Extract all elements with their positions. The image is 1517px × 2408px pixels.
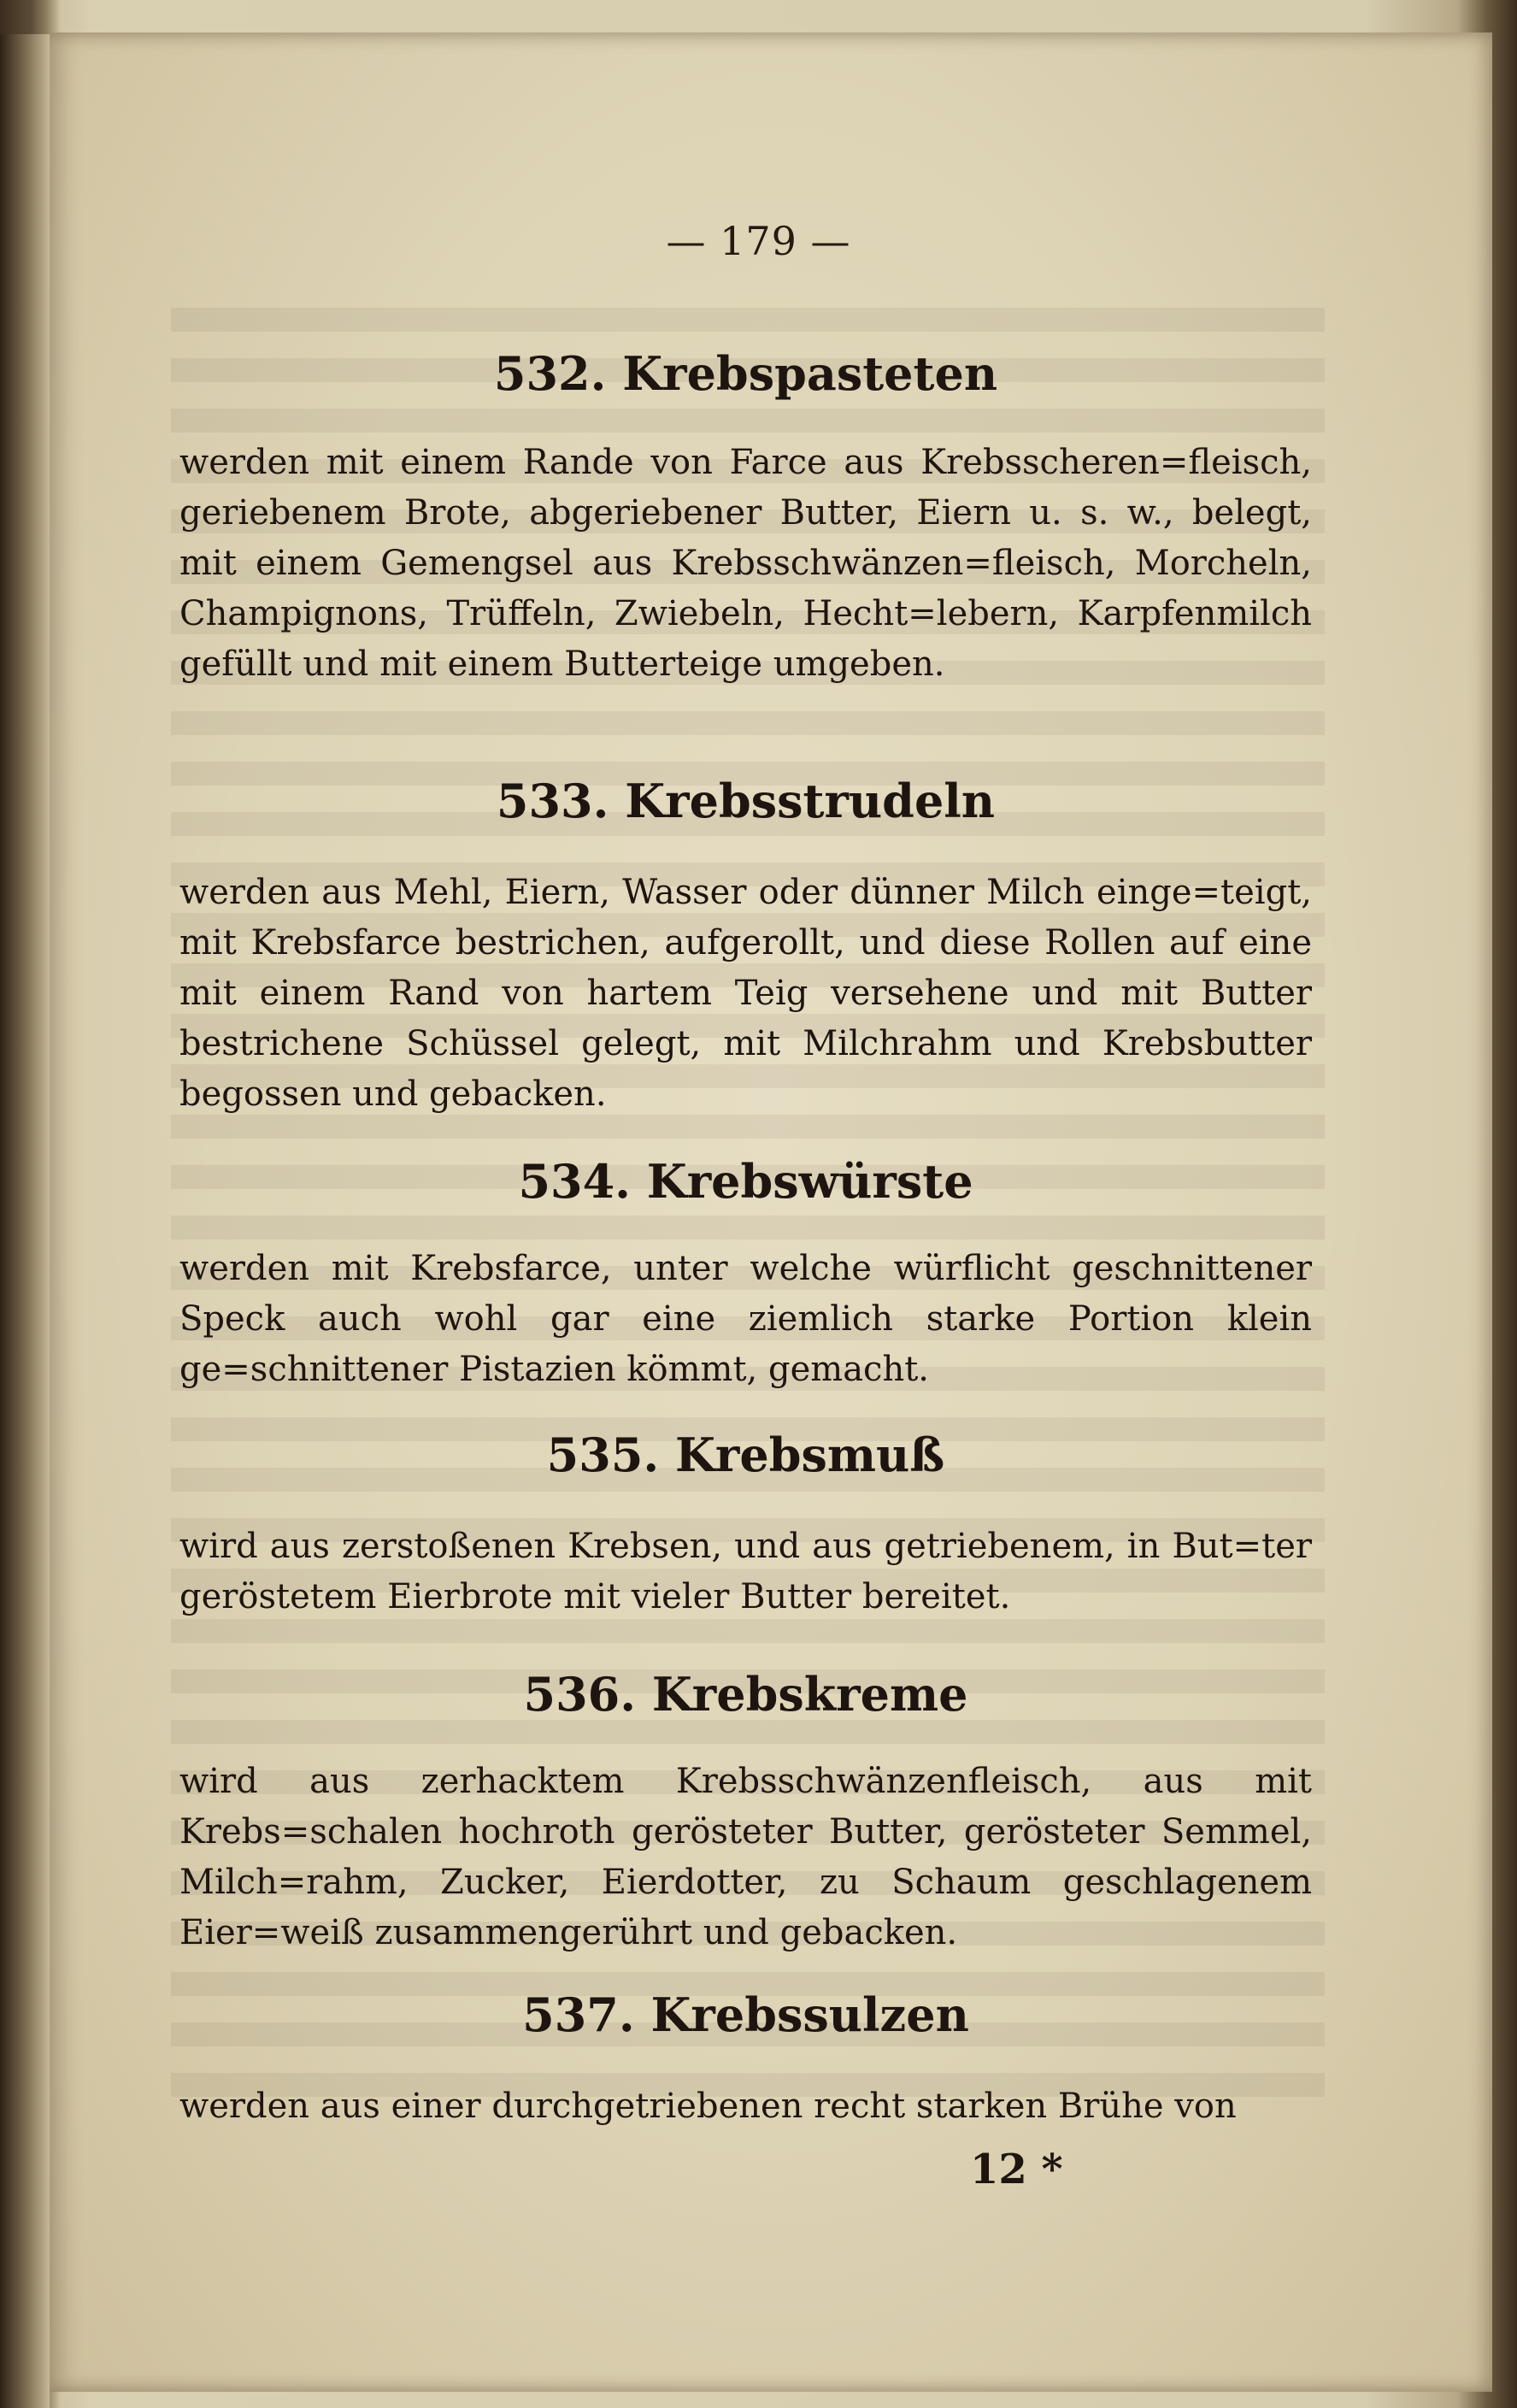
entry-532 xyxy=(179,342,1312,405)
entry-body: werden aus einer durchgetriebenen recht starken Brühe von xyxy=(179,2087,1237,2126)
entry-536-body xyxy=(179,1757,1312,1958)
entry-heading: 534. Krebswürste xyxy=(518,1154,973,1209)
page-number: — 179 — xyxy=(666,218,851,264)
entry-534-body xyxy=(179,1244,1312,1395)
entry-body: werden mit Krebsfarce, unter welche würflicht geschnittener Speck auch wohl gar eine ziemlich starke Portion klein ge=schnittener Pistazien kömmt, gemacht. xyxy=(179,1249,1312,1389)
entry-533 xyxy=(179,769,1312,833)
entry-537 xyxy=(179,1983,1312,2046)
entry-heading: 537. Krebssulzen xyxy=(522,1987,969,2042)
entry-heading: 535. Krebsmuß xyxy=(546,1428,945,1482)
entry-536 xyxy=(179,1663,1312,1726)
entry-body: wird aus zerhacktem Krebsschwänzenfleisch, aus mit Krebs=schalen hochroth gerösteter Butter, gerösteter Semmel, Milch=rahm, Zucker, Eierdotter, zu Schaum geschlagenem Eier=weiß zusammengerührt und gebacken. xyxy=(179,1762,1312,1952)
entry-532-body xyxy=(179,438,1312,690)
entry-body: werden aus Mehl, Eiern, Wasser oder dünner Milch einge=teigt, mit Krebsfarce bestrichen, aufgerollt, und diese Rollen auf eine mit einem Rand von hartem Teig versehene und mit Butter bestrichene Schüssel gelegt, mit Milchrahm und Krebsbutter begossen und gebacken. xyxy=(179,873,1312,1114)
facing-page-edge xyxy=(0,34,50,2408)
signature-mark: 12 * xyxy=(970,2146,1063,2193)
entry-heading: 536. Krebskreme xyxy=(523,1667,968,1722)
entry-534 xyxy=(179,1150,1312,1213)
entry-body: wird aus zerstoßenen Krebsen, und aus getriebenem, in But=ter geröstetem Eierbrote mit vieler Butter bereitet. xyxy=(179,1527,1312,1616)
entry-535-body xyxy=(179,1522,1312,1622)
entry-body: werden mit einem Rande von Farce aus Krebsscheren=fleisch, geriebenem Brote, abgeriebener Butter, Eiern u. s. w., belegt, mit einem Gemengsel aus Krebsschwänzen=fleisch, Morcheln, Champignons, Trüffeln, Zwiebeln, Hecht=lebern, Karpfenmilch gefüllt und mit einem Butterteige umgeben. xyxy=(179,443,1312,684)
entry-heading: 532. Krebspasteten xyxy=(493,346,998,401)
entry-535 xyxy=(179,1423,1312,1487)
entry-533-body xyxy=(179,868,1312,1120)
entry-heading: 533. Krebsstrudeln xyxy=(496,774,996,828)
entry-537-body xyxy=(179,2081,1312,2132)
